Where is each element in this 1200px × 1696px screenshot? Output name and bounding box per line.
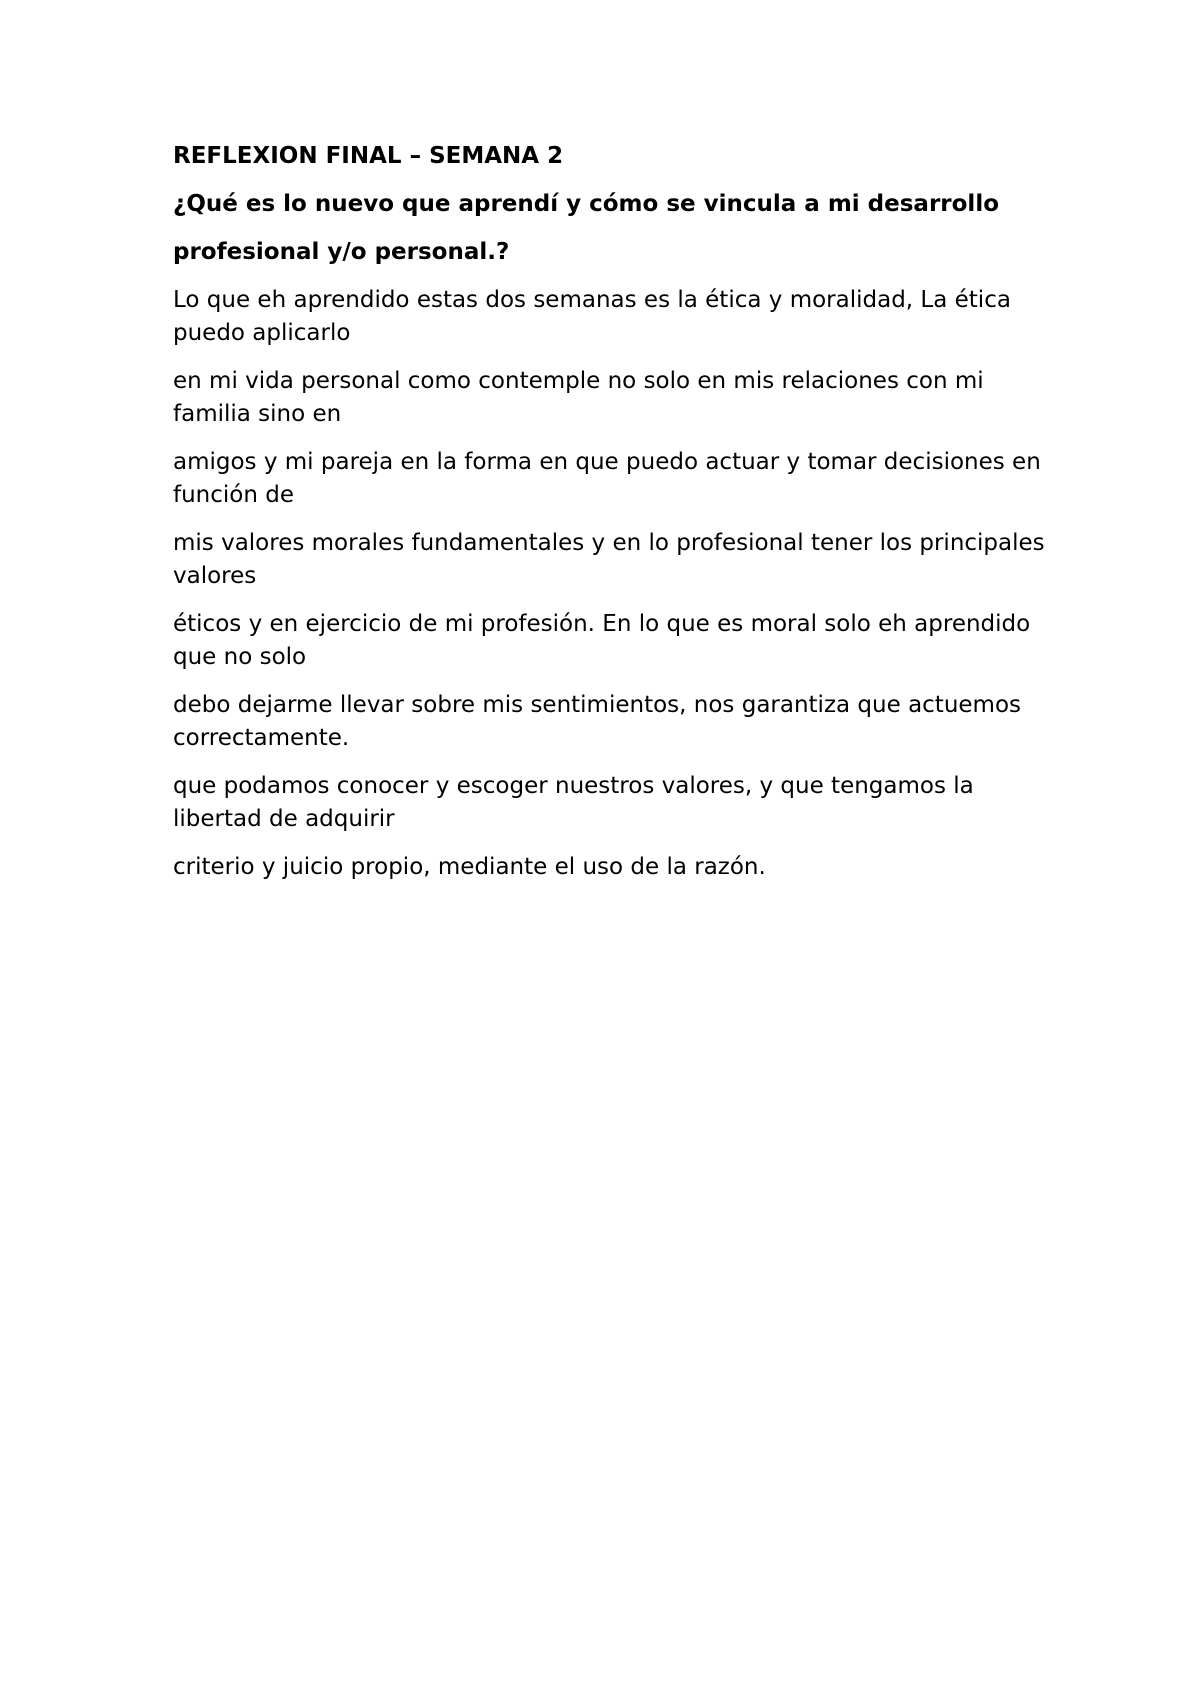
body-paragraph-5: éticos y en ejercicio de mi profesión. En lo que es moral solo eh aprendido que no solo: [173, 611, 1031, 670]
document-title: REFLEXION FINAL – SEMANA 2: [173, 143, 564, 169]
question-line-2: profesional y/o personal.?: [173, 239, 510, 265]
question-line-1: ¿Qué es lo nuevo que aprendí y cómo se vincula a mi desarrollo: [173, 191, 1000, 217]
body-paragraph-8: criterio y juicio propio, mediante el uso de la razón.: [173, 854, 766, 880]
document-body: [173, 140, 1053, 900]
body-paragraph-4: mis valores morales fundamentales y en lo profesional tener los principales valores: [173, 530, 1045, 589]
body-paragraph-3: amigos y mi pareja en la forma en que puedo actuar y tomar decisiones en función de: [173, 449, 1041, 508]
body-paragraph-2: en mi vida personal como contemple no solo en mis relaciones con mi familia sino en: [173, 368, 984, 427]
body-paragraph-6: debo dejarme llevar sobre mis sentimientos, nos garantiza que actuemos correctamente.: [173, 692, 1022, 751]
body-paragraph-1: Lo que eh aprendido estas dos semanas es la ética y moralidad, La ética puedo aplicarlo: [173, 287, 1011, 346]
body-paragraph-7: que podamos conocer y escoger nuestros valores, y que tengamos la libertad de adquirir: [173, 773, 974, 832]
